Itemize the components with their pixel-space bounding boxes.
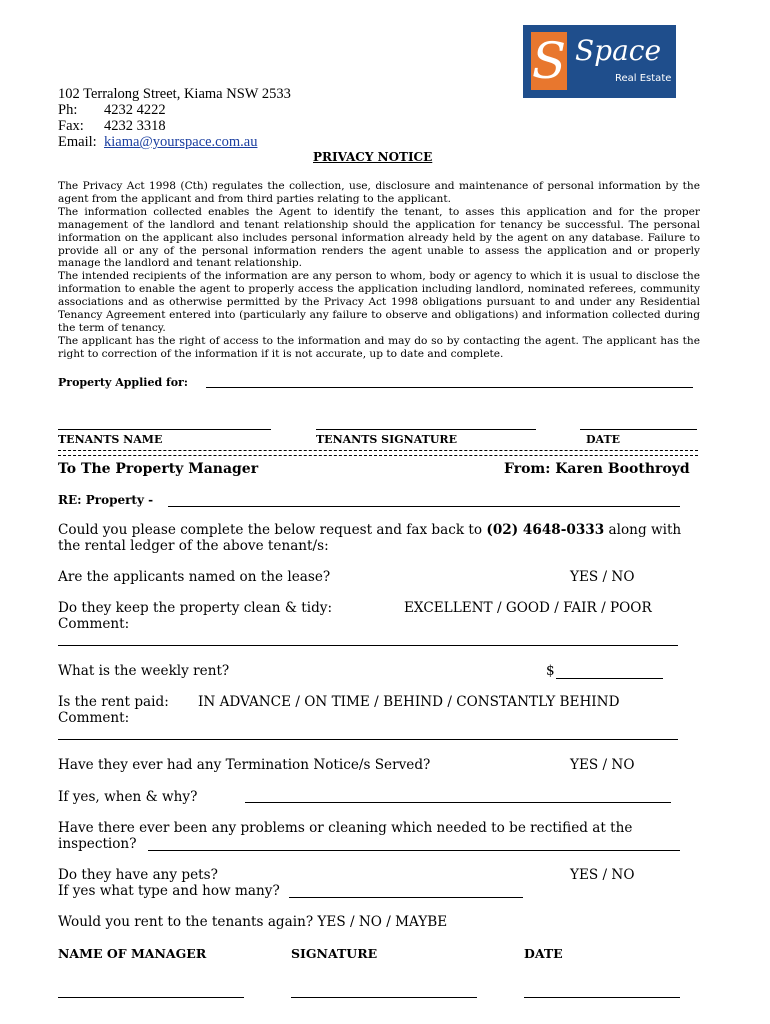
re-property-label: RE: Property - [58,493,154,507]
email-link[interactable]: kiama@yourspace.com.au [104,134,258,150]
tenants-signature-line[interactable] [316,429,536,430]
when-why-line[interactable] [245,802,671,803]
fax-label: Fax: [58,118,84,134]
logo-subtitle: Real Estate [615,73,672,84]
problems-line[interactable] [148,850,680,851]
q-rent-paid: Is the rent paid: [58,694,169,710]
pets-line[interactable] [289,897,523,898]
address: 102 Terralong Street, Kiama NSW 2533 [58,86,291,102]
name-of-manager-label: NAME OF MANAGER [58,946,207,961]
request-fax: (02) 4648-0333 [486,522,605,538]
email-label: Email: [58,134,97,150]
phone-value: 4232 4222 [104,102,166,118]
company-logo [523,25,676,98]
from-name: From: Karen Boothroyd [504,461,690,477]
request-line2: the rental ledger of the above tenant/s: [58,538,329,554]
q-weekly-rent: What is the weekly rent? [58,663,230,679]
q-termination: Have they ever had any Termination Notice/s Served? [58,757,431,773]
a-named-on-lease[interactable]: YES / NO [570,569,635,585]
q-pets: Do they have any pets? [58,867,218,883]
privacy-title: PRIVACY NOTICE [313,150,433,164]
rent-line[interactable] [556,678,663,679]
fax-value: 4232 3318 [104,118,166,134]
to-property-manager: To The Property Manager [58,461,259,477]
a-clean-tidy[interactable]: EXCELLENT / GOOD / FAIR / POOR [404,600,652,616]
q-when-why: If yes, when & why? [58,789,198,805]
q-problems-2: inspection? [58,836,137,852]
manager-date-line[interactable] [524,997,680,998]
q-named-on-lease: Are the applicants named on the lease? [58,569,331,585]
privacy-paragraph-2: The information collected enables the Agent to identify the tenant, to asses this application and for the proper management of the landlord and tenant relationship should the application for tenancy be successful. The personal information on the applicant also includes personal information already held by the agent on any database. Failure to provide all or any of the personal information renders the agent unable to assess the application and or properly manage the landlord and tenant relationship. [58,205,700,270]
q-problems: Have there ever been any problems or cleaning which needed to be rectified at the [58,820,633,836]
date-label: DATE [524,946,563,961]
request-post: along with [608,522,682,538]
privacy-paragraph-1: The Privacy Act 1998 (Cth) regulates the collection, use, disclosure and maintenance of personal information by the agent from the applicant and from third parties relating to the applicant. [58,180,700,205]
request-pre: Could you please complete the below request and fax back to [58,522,483,538]
tenants-date-line[interactable] [580,429,697,430]
signature-label: SIGNATURE [291,946,378,961]
logo-letter: S [531,32,567,90]
separator [58,450,698,456]
manager-signature-line[interactable] [291,997,477,998]
tenants-name-label: TENANTS NAME [58,433,163,446]
logo-name: Space [575,34,662,67]
tenants-date-label: DATE [586,433,621,446]
comment-label-1: Comment: [58,616,130,632]
comment-label-2: Comment: [58,710,130,726]
q-pets-type: If yes what type and how many? [58,883,280,899]
a-pets[interactable]: YES / NO [570,867,635,883]
privacy-paragraph-3: The intended recipients of the information are any person to whom, body or agency to which it is usual to disclose the information to enable the agent to properly access the application including landlord, nominated referees, community associations and as otherwise permitted by the Privacy Act 1998 obligations pursuant to and under any Residential Tenancy Agreement entered into (particularly any failure to observe and obligations) and information collected during the term of tenancy. [58,270,700,334]
email-link-wrap [104,134,257,151]
privacy-body [58,180,700,361]
tenants-name-line[interactable] [58,429,271,430]
re-property-line[interactable] [168,506,680,507]
rent-dollar: $ [546,663,555,679]
a-rent-paid[interactable]: IN ADVANCE / ON TIME / BEHIND / CONSTANTLY BEHIND [198,694,620,710]
a-termination[interactable]: YES / NO [570,757,635,773]
request-text [58,522,681,538]
q-rent-again[interactable]: Would you rent to the tenants again? YES / NO / MAYBE [58,914,448,930]
q-clean-tidy: Do they keep the property clean & tidy: [58,600,333,616]
comment-line-2[interactable] [58,739,678,740]
phone-label: Ph: [58,102,78,118]
property-applied-label: Property Applied for: [58,376,188,389]
manager-name-line[interactable] [58,997,244,998]
privacy-paragraph-4: The applicant has the right of access to the information and may do so by contacting the agent. The applicant has the right to correction of the information if it is not accurate, up to date and complete. [58,334,700,360]
property-applied-line[interactable] [206,387,693,388]
comment-line-1[interactable] [58,645,678,646]
tenants-signature-label: TENANTS SIGNATURE [316,433,457,446]
